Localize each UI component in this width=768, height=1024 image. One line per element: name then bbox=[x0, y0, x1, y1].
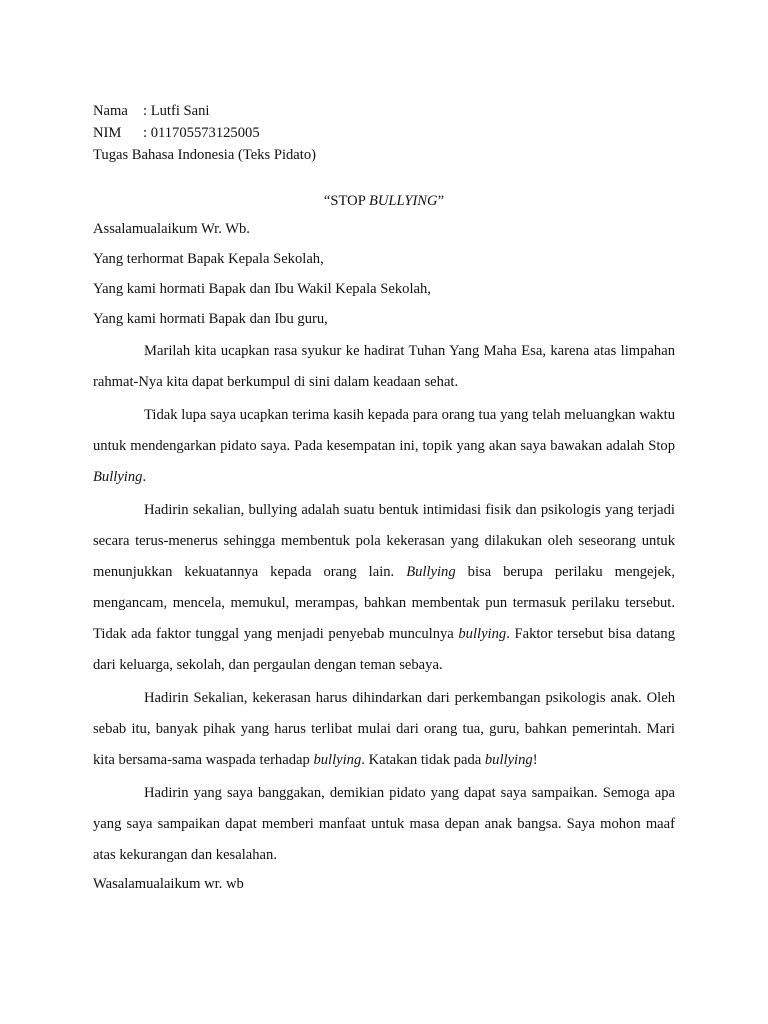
p3-text-b: bisa berupa perilaku mengejek, mengancam, mencela, memukul, merampas, bahkan membentak pun termasuk perilaku tersebut. Tidak ada faktor tunggal yang menjadi penyebab munculnya bbox=[93, 564, 676, 642]
p2-italic: Bullying bbox=[93, 469, 143, 485]
nim-value: : 011705573125005 bbox=[143, 125, 260, 141]
p3-italic-2: bullying bbox=[458, 626, 507, 642]
paragraph-4 bbox=[93, 683, 675, 776]
p3-text-a: Hadirin sekalian, bullying adalah suatu bentuk intimidasi fisik dan psikologis yang terjadi secara terus-menerus sehingga membentuk pola kekerasan yang dilakukan oleh seseorang untuk menunjukkan kekuatannya kepada orang lain. bbox=[93, 502, 675, 580]
name-line bbox=[93, 100, 675, 122]
p4-text-a: Hadirin Sekalian, kekerasan harus dihindarkan dari perkembangan psikologis anak. Oleh sebab itu, banyak pihak yang harus terlibat mulai dari orang tua, guru, bahkan pemerintah. Mari kita bersama-sama waspada terhadap bbox=[93, 690, 675, 768]
p3-italic-1: Bullying bbox=[406, 564, 456, 580]
paragraph-1: Marilah kita ucapkan rasa syukur ke hadirat Tuhan Yang Maha Esa, karena atas limpahan rahmat-Nya kita dapat berkumpul di sini dalam keadaan sehat. bbox=[93, 343, 675, 390]
paragraph-5: Hadirin yang saya banggakan, demikian pidato yang dapat saya sampaikan. Semoga apa yang saya sampaikan dapat memberi manfaat untuk masa depan anak bangsa. Saya mohon maaf atas kekurangan dan kesalahan. bbox=[93, 785, 675, 863]
name-value: : Lutfi Sani bbox=[143, 103, 210, 119]
p2-text-a: Tidak lupa saya ucapkan terima kasih kepada para orang tua yang telah meluangkan waktu untuk mendengarkan pidato saya. Pada kesempatan ini, topik yang akan saya bawakan adalah Stop bbox=[93, 407, 675, 454]
p2-text-b: . bbox=[142, 469, 147, 485]
p4-text-c: ! bbox=[532, 752, 538, 768]
name-label: Nama bbox=[93, 103, 128, 119]
nim-line bbox=[93, 122, 675, 144]
greeting-line-1: Yang terhormat Bapak Kepala Sekolah, bbox=[93, 251, 324, 267]
title-open: “STOP bbox=[323, 193, 369, 209]
document-page bbox=[93, 100, 675, 895]
p4-italic-2: bullying bbox=[484, 752, 533, 768]
title-italic: BULLYING bbox=[368, 193, 438, 209]
speech-title bbox=[93, 190, 675, 212]
p3-text-c: . Faktor tersebut bisa datang dari keluarga, sekolah, dan pergaulan dengan teman sebaya. bbox=[93, 626, 675, 673]
p4-italic-1: bullying bbox=[313, 752, 362, 768]
greeting-line-2: Yang kami hormati Bapak dan Ibu Wakil Kepala Sekolah, bbox=[93, 281, 431, 297]
nim-label: NIM bbox=[93, 125, 122, 141]
opening-salam: Assalamualaikum Wr. Wb. bbox=[93, 221, 250, 237]
task-line: Tugas Bahasa Indonesia (Teks Pidato) bbox=[93, 147, 316, 163]
greeting-line-3: Yang kami hormati Bapak dan Ibu guru, bbox=[93, 311, 328, 327]
p4-text-b: . Katakan tidak pada bbox=[361, 752, 485, 768]
closing-salam: Wasalamualaikum wr. wb bbox=[93, 876, 244, 892]
paragraph-3 bbox=[93, 495, 675, 681]
paragraph-2 bbox=[93, 400, 675, 493]
title-close: ” bbox=[437, 193, 445, 209]
